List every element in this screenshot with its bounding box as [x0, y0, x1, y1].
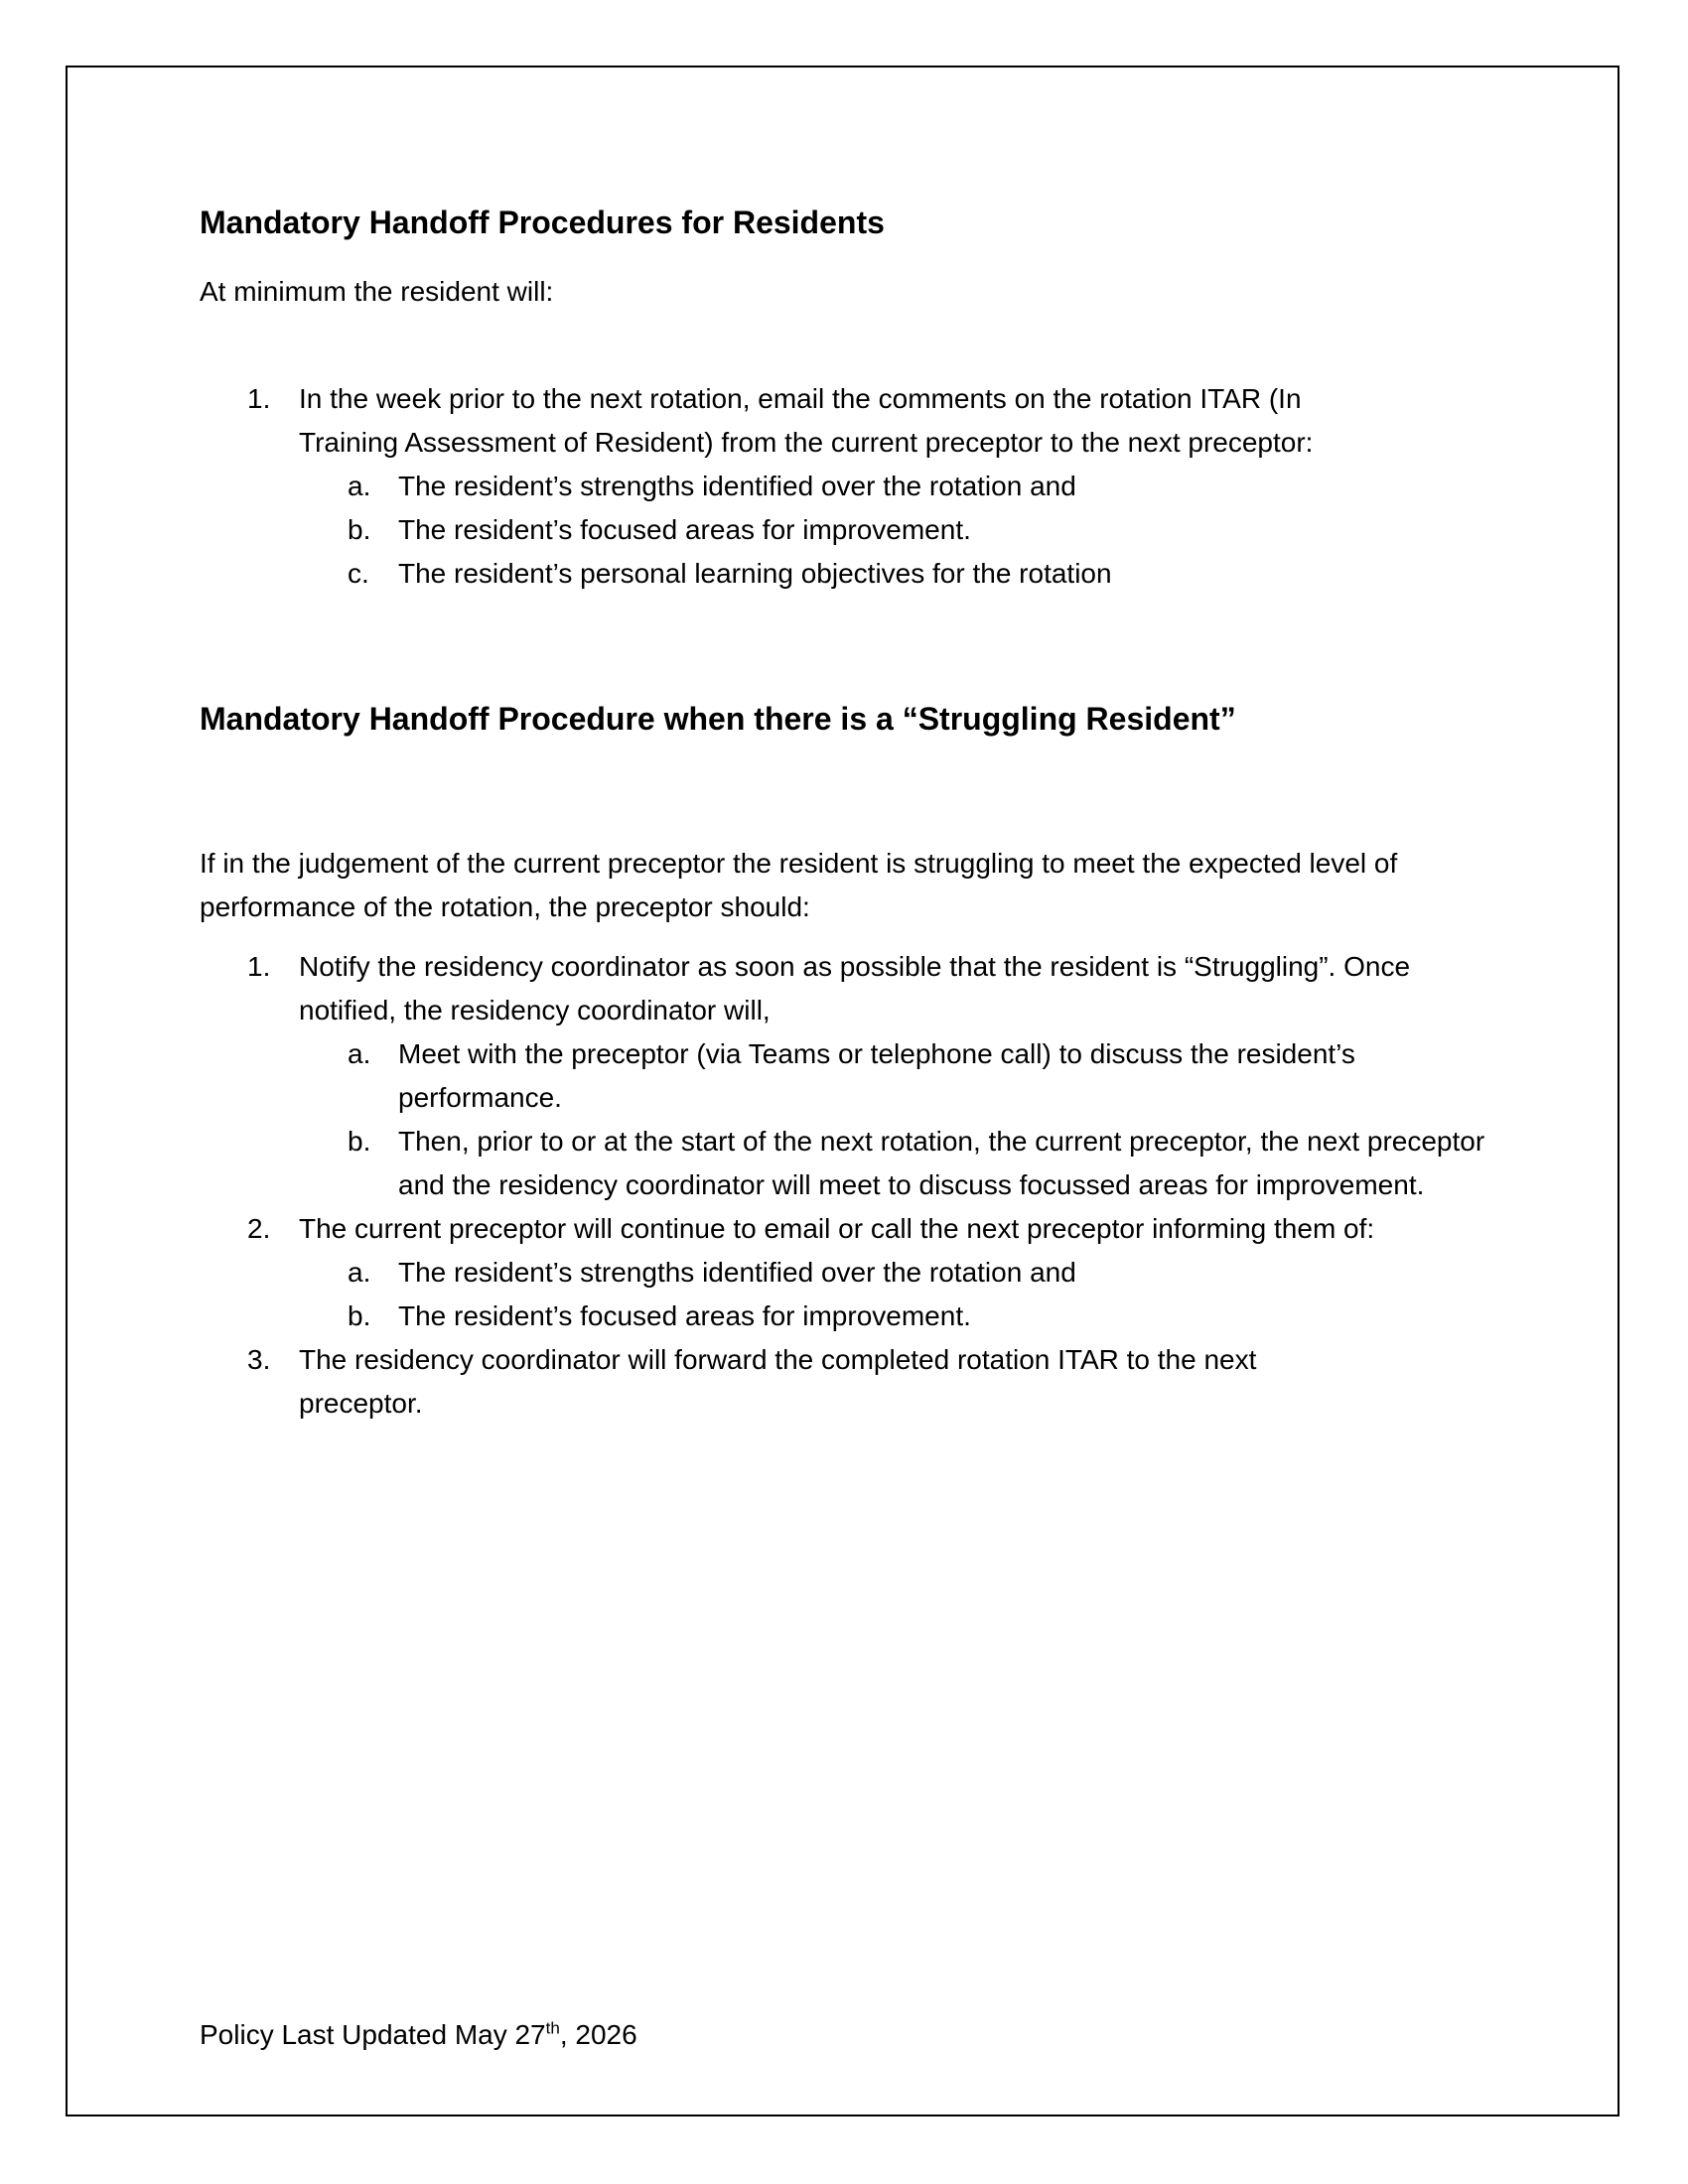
sublist-item-text: Then, prior to or at the start of the next rotation, the current preceptor, the next preceptor and the residency coordinator will meet to discuss focussed areas for improvement. [398, 1126, 1485, 1200]
section1-intro: At minimum the resident will: [200, 276, 554, 307]
section1-subitem-c [299, 552, 1490, 596]
footer-date-suffix: , 2026 [559, 2019, 637, 2050]
section1-list [200, 377, 1490, 596]
section2-list-item-1 [200, 945, 1490, 1207]
section2-sublist-2 [299, 1251, 1490, 1338]
list-marker: 1. [247, 951, 271, 982]
list-marker: 3. [247, 1344, 271, 1375]
list-marker: 1. [247, 383, 271, 414]
section2-list [200, 945, 1490, 1426]
footer-date-prefix: Policy Last Updated May 27 [200, 2019, 546, 2050]
section2-subitem-1b [299, 1120, 1490, 1207]
section2-subitem-1a [299, 1032, 1490, 1120]
list-marker: 2. [247, 1213, 271, 1244]
sublist-marker: b. [348, 1126, 371, 1157]
sublist-item-text: The resident’s focused areas for improvement. [398, 1300, 971, 1331]
section2-list-item-3 [200, 1338, 1490, 1426]
policy-updated-footer [200, 2015, 637, 2055]
sublist-item-text: The resident’s personal learning objectives for the rotation [398, 558, 1112, 589]
section2-intro: If in the judgement of the current preceptor the resident is struggling to meet the expected level of performance of the rotation, the preceptor should: [200, 848, 1398, 922]
sublist-marker: c. [348, 558, 369, 589]
section2-list-item-2 [200, 1207, 1490, 1338]
sublist-marker: a. [348, 471, 371, 501]
sublist-item-text: The resident’s focused areas for improvement. [398, 514, 971, 545]
sublist-marker: b. [348, 514, 371, 545]
section1-subitem-a [299, 465, 1490, 508]
sublist-item-text: The resident’s strengths identified over the rotation and [398, 471, 1076, 501]
sublist-marker: b. [348, 1300, 371, 1331]
list-item-text: The residency coordinator will forward the completed rotation ITAR to the next preceptor. [299, 1344, 1257, 1419]
section1-list-item-1 [200, 377, 1490, 596]
sublist-marker: a. [348, 1038, 371, 1069]
sublist-item-text: Meet with the preceptor (via Teams or telephone call) to discuss the resident’s performance. [398, 1038, 1355, 1113]
section2-subitem-2a [299, 1251, 1490, 1295]
list-item-text: The current preceptor will continue to email or call the next preceptor informing them of: [299, 1213, 1375, 1244]
section2-sublist-1 [299, 1032, 1490, 1207]
sublist-item-text: The resident’s strengths identified over the rotation and [398, 1257, 1076, 1288]
sublist-marker: a. [348, 1257, 371, 1288]
list-item-text: Notify the residency coordinator as soon as possible that the resident is “Struggling”. Once notified, the residency coordinator will, [299, 951, 1411, 1025]
footer-date-ordinal: th [545, 2018, 560, 2038]
list-item-text: In the week prior to the next rotation, email the comments on the rotation ITAR (In Training Assessment of Resident) from the current preceptor to the next preceptor: [299, 383, 1314, 458]
section2-subitem-2b [299, 1295, 1490, 1338]
section2-title: Mandatory Handoff Procedure when there is a “Struggling Resident” [200, 701, 1236, 737]
section1-sublist [299, 465, 1490, 596]
section1-subitem-b [299, 508, 1490, 552]
section1-title: Mandatory Handoff Procedures for Residents [200, 205, 885, 240]
